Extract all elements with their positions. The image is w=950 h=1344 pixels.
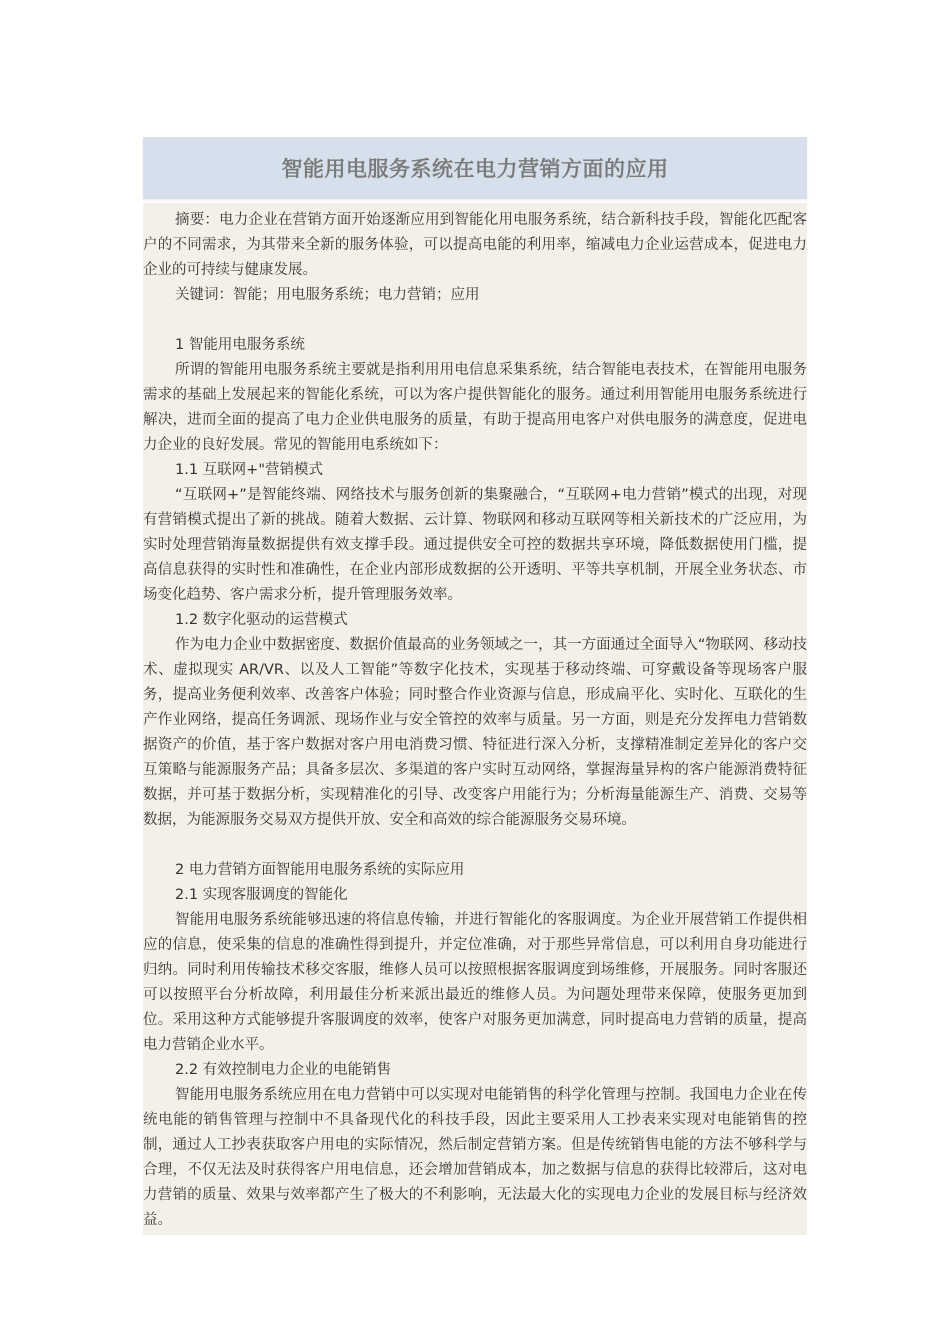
article <box>143 137 807 1235</box>
body-paragraph: 所谓的智能用电服务系统主要就是指利用用电信息采集系统，结合智能电表技术，在智能用电服务需求的基础上发展起来的智能化系统，可以为客户提供智能化的服务。通过利用智能用电服务系统进行解决，进而全面的提高了电力企业供电服务的质量，有助于提高用电客户对供电服务的满意度，促进电力企业的良好发展。常见的智能用电系统如下： <box>143 362 807 453</box>
body-paragraph: “互联网+”是智能终端、网络技术与服务创新的集聚融合，“互联网+电力营销”模式的出现，对现有营销模式提出了新的挑战。随着大数据、云计算、物联网和移动互联网等相关新技术的广泛应用，为实时处理营销海量数据提供有效支撑手段。通过提供安全可控的数据共享环境，降低数据使用门槛，提高信息获得的实时性和准确性，在企业内部形成数据的公开透明、平等共享机制，开展全业务状态、市场变化趋势、客户需求分析，提升管理服务效率。 <box>143 487 807 603</box>
subsection-heading: 2.2 有效控制电力企业的电能销售 <box>175 1062 392 1078</box>
title-bar <box>143 137 807 199</box>
section-heading: 1 智能用电服务系统 <box>175 337 305 353</box>
body-paragraph: 作为电力企业中数据密度、数据价值最高的业务领域之一，其一方面通过全面导入“物联网、移动技术、虚拟现实 AR/VR、以及人工智能”等数字化技术，实现基于移动终端、可穿戴设备等现场客户服务，提高业务便利效率、改善客户体验；同时整合作业资源与信息，形成扁平化、实时化、互联化的生产作业网络，提高任务调派、现场作业与安全管控的效率与质量。另一方面，则是充分发挥电力营销数据资产的价值，基于客户数据对客户用电消费习惯、特征进行深入分析，支撑精准制定差异化的客户交互策略与能源服务产品；具备多层次、多渠道的客户实时互动网络，掌握海量异构的客户能源消费特征数据，并可基于数据分析，实现精准化的引导、改变客户用能行为；分析海量能源生产、消费、交易等数据，为能源服务交易双方提供开放、安全和高效的综合能源服务交易环境。 <box>143 637 807 828</box>
abstract-paragraph: 摘要：电力企业在营销方面开始逐渐应用到智能化用电服务系统，结合新科技手段，智能化匹配客户的不同需求，为其带来全新的服务体验，可以提高电能的利用率，缩减电力企业运营成本，促进电力企业的可持续与健康发展。 <box>143 212 807 278</box>
body-paragraph: 智能用电服务系统应用在电力营销中可以实现对电能销售的科学化管理与控制。我国电力企业在传统电能的销售管理与控制中不具备现代化的科技手段，因此主要采用人工抄表来实现对电能销售的控制，通过人工抄表获取客户用电的实际情况，然后制定营销方案。但是传统销售电能的方法不够科学与合理，不仅无法及时获得客户用电信息，还会增加营销成本，加之数据与信息的获得比较滞后，这对电力营销的质量、效果与效率都产生了极大的不利影响，无法最大化的实现电力企业的发展目标与经济效益。 <box>143 1087 807 1228</box>
article-title: 智能用电服务系统在电力营销方面的应用 <box>281 157 669 181</box>
spacer <box>143 833 807 858</box>
subsection-heading: 1.1 互联网+"营销模式 <box>175 462 323 478</box>
section-heading: 2 电力营销方面智能用电服务系统的实际应用 <box>175 862 465 878</box>
article-body <box>143 203 807 1235</box>
spacer <box>143 308 807 333</box>
body-paragraph: 智能用电服务系统能够迅速的将信息传输，并进行智能化的客服调度。为企业开展营销工作提供相应的信息，使采集的信息的准确性得到提升，并定位准确，对于那些异常信息，可以利用自身功能进行归纳。同时利用传输技术移交客服，维修人员可以按照根据客服调度到场维修，开展服务。同时客服还可以按照平台分析故障，利用最佳分析来派出最近的维修人员。为问题处理带来保障，使服务更加到位。采用这种方式能够提升客服调度的效率，使客户对服务更加满意，同时提高电力营销的质量，提高电力营销企业水平。 <box>143 912 807 1053</box>
subsection-heading: 2.1 实现客服调度的智能化 <box>175 887 348 903</box>
subsection-heading: 1.2 数字化驱动的运营模式 <box>175 612 348 628</box>
keywords-paragraph: 关键词：智能；用电服务系统；电力营销；应用 <box>175 287 480 303</box>
